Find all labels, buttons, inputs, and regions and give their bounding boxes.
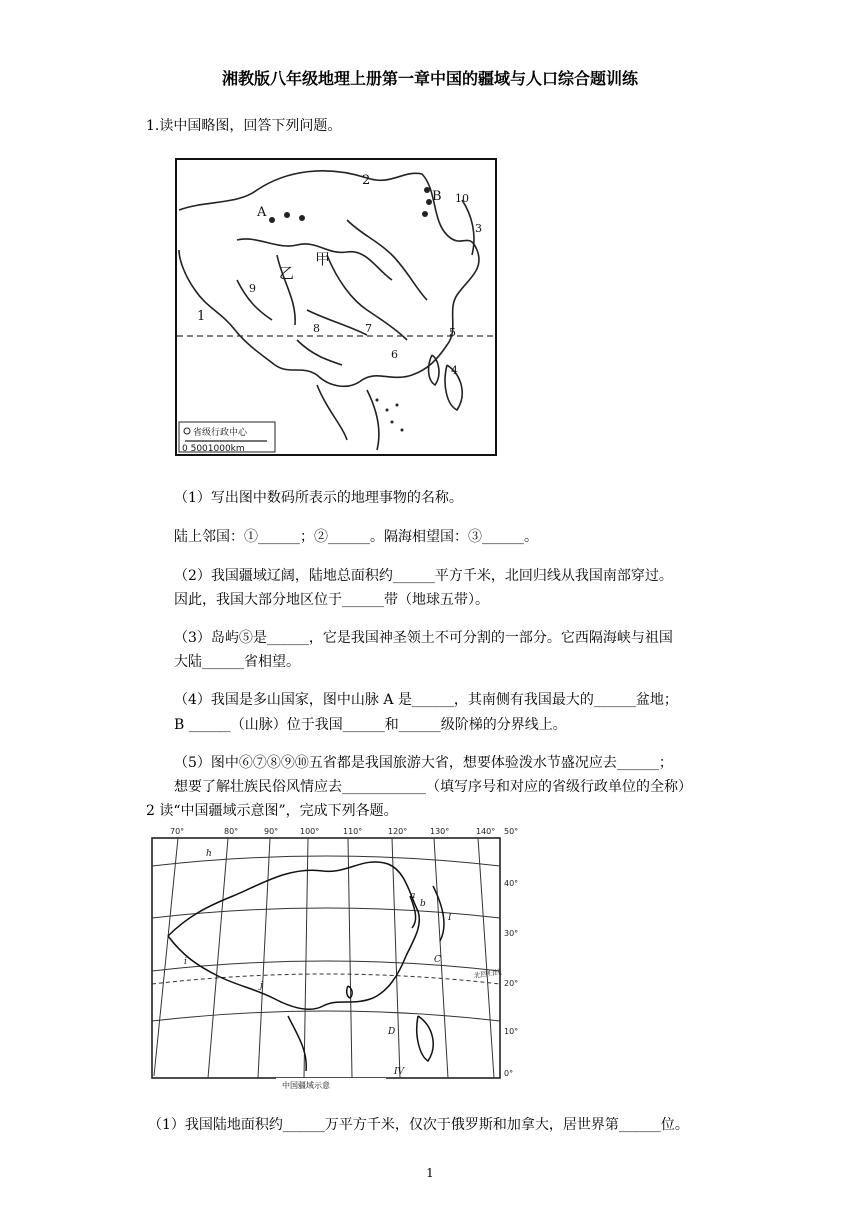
map-label-2: 2 [362,173,371,188]
map2-label-C: C [434,955,441,965]
map-label-5: 5 [449,326,456,339]
peninsula [317,385,347,440]
q2-part1: （1）我国陆地面积约______万平方千米，仅次于俄罗斯和加拿大，居世界第______位。 [148,1117,689,1133]
lon-label-130: 130° [430,827,450,836]
map-label-6: 6 [391,348,398,361]
q1-part1-blanks: 陆上邻国：①______；②______。隔海相望国：③______。 [174,529,538,545]
korea-peninsula [462,200,474,255]
lat-label-0: 0° [504,1069,514,1078]
province-boundary [297,340,342,365]
philippines-2 [417,1016,433,1061]
q1-part5-line1: （5）图中⑥⑦⑧⑨⑩五省都是我国旅游大省，想要体验泼水节盛况应去______； [174,755,673,771]
lon-label-140: 140° [476,827,496,836]
map2-caption: 中国疆域示意 [282,1081,330,1090]
map-label-1: 1 [197,309,206,324]
map2-label-h: h [206,849,212,859]
page-number: 1 [426,1166,434,1180]
map-label-A: A [257,205,267,220]
map2-label-D: D [388,1027,396,1037]
lon-label-50: 50° [504,827,519,836]
q2-intro: 2 读“中国疆域示意图”，完成下列各题。 [146,803,398,819]
q1-part2-line2: 因此，我国大部分地区位于______带（地球五带）。 [174,592,489,608]
indochina [288,1016,306,1071]
q1-part4-line2: B ______（山脉）位于我国______和______级阶梯的分界线上。 [174,717,567,733]
taiwan-island [429,355,439,385]
lon-label-100: 100° [300,827,320,836]
map2-label-i: i [184,957,187,967]
lat-label-30: 30° [504,929,519,938]
map-label-7: 7 [365,322,372,335]
map-label-8: 8 [313,322,320,335]
lon-label-70: 70° [170,827,185,836]
china-sketch-map [175,158,497,456]
map2-label-I: I [448,913,452,923]
map-frame [152,838,503,1078]
lon-label-120: 120° [388,827,408,836]
map-label-10: 10 [455,192,469,205]
lat-label-20: 20° [504,979,519,988]
q1-part5-line2: 想要了解壮族民俗风情应去____________（填写序号和对应的省级行政单位的全称） [174,779,692,795]
tropic-label: 北回归线 [473,968,503,980]
map-label-B: B [432,189,442,204]
territory-map-drawing [148,826,520,1090]
map-label-3: 3 [475,222,482,235]
lat-label-40: 40° [504,879,519,888]
map2-label-b: b [420,899,426,909]
q1-part3-line1: （3）岛屿⑤是______，它是我国神圣领土不可分割的一部分。它西隔海峡与祖国 [174,630,673,646]
lat-label-10: 10° [504,1027,519,1036]
tropic-line-2 [152,974,500,984]
lon-label-80: 80° [224,827,239,836]
q1-part3-line2: 大陆______省相望。 [174,654,300,670]
province-boundary [347,220,427,300]
q1-intro: 1.读中国略图，回答下列问题。 [146,118,342,134]
legend-text: 省级行政中心 [193,428,248,438]
china-outline-2 [168,862,419,1009]
map-label-yi: 乙 [279,264,295,282]
hainan [347,986,352,998]
map-label-9: 9 [249,282,256,295]
map-label-jia: 甲 [315,250,331,268]
china-territory-map [148,826,520,1090]
china-map-drawing [177,160,495,454]
document-title: 湘教版八年级地理上册第一章中国的疆域与人口综合题训练 [221,69,638,88]
scale-text: 0 5001000km [182,444,245,454]
map2-label-IV: IV [394,1067,405,1077]
lon-label-110: 110° [343,827,363,836]
lon-label-90: 90° [264,827,279,836]
q1-part4-line1: （4）我国是多山国家，图中山脉 A 是______，其南侧有我国最大的______盆地； [174,692,678,708]
q1-part2-line1: （2）我国疆域辽阔，陆地总面积约______平方千米，北回归线从我国南部穿过。 [174,568,673,584]
map2-label-j: j [260,981,263,991]
map-label-4: 4 [451,364,458,377]
map2-label-a: a [410,891,416,901]
q1-part1: （1）写出图中数码所表示的地理事物的名称。 [174,490,463,506]
